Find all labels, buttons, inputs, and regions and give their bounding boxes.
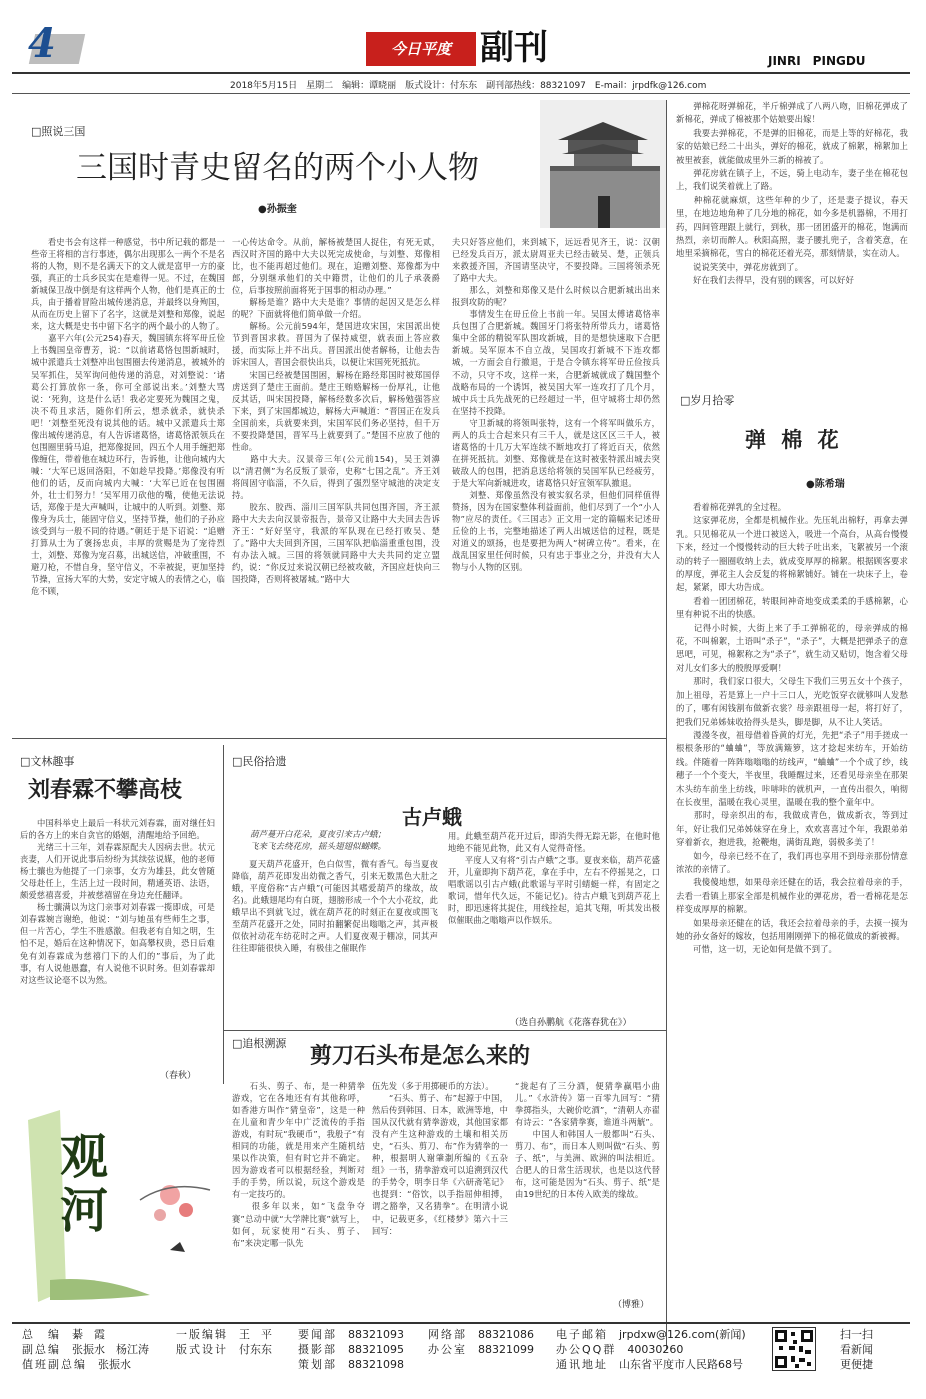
article-body: 石头、剪子、布，是一种猜拳游戏，它在各地还有有其他称呼，如香港方叫作“猜皇帝”，这是一种在儿童和青少年中广泛流传的手指游戏，有时玩“我硬币”，我般子“有相同的功能，就是用来产生随机结果以作决策，但有时它并不确定。因为游戏者可以根据经验，判断对手的手势，所以说，玩这个游戏是有一定技巧的。 很多年以来，如“飞盘争夺赛”总动中就“大学牌比赛”就写上，如何，玩家使用“石头、剪子、布”来决定哪一队先 <box>232 1081 365 1248</box>
page-number: 4 <box>14 20 84 72</box>
footer-editors: 一版编辑 王 平 版式设计 付东东 <box>176 1328 272 1356</box>
calligraphy: 观河 <box>60 1129 109 1239</box>
article-body: 弹棉花呀弹棉花，半斤棉弹成了八两八吻，旧棉花弹成了新棉花，弹成了棉被那个姑娘要出嫁！ 我要去弹棉花，不是弹的旧棉花，而是上等的好棉花，我家的姑娘已经二十出头，弹好的棉花，就成了棉絮，棉絮加上被里被套，就能做成里外三新的棉被了。 弹花房就在镇子上，不远，骑上电动车，妻子坐在棉花包上，我们说笑着就上了路。 种棉花就麻烦，这些年种的少了，还是妻子提议，春天里，在地边地角种了几分地的棉花，如今多是机器棉，不用打药，四间管理跟上就行，到秋，那一团团盛开的棉花，饱满而热烈，亲切而醉人。秋阳高照，妻子腰扎兜子，含着笑意，在地里采摘棉花，雪白的棉花还着光亮，那刻情景，实在动人。 说说笑笑中，弹花房就到了。 好在我们去得早，没有别的顾客，可以好好 <box>676 101 908 286</box>
article-body: 中国科举史上最后一科状元刘春霖，面对继任妇后的各方上的来自贪官的婚姻，清醒地给予回绝。 光绪三十三年，刘春霖原配夫人因病去世。状元丧妻，人们开说此事后纷纷为其续弦说媒，他的老师杨士骧也为他提了一门亲事，女方为雄县，此女曾随父母赴任上，生活上过一段时间，精通英语、法语，颇爱慈禧喜爱，并被慈禧留在身边充任翻译。 杨士骧满以为这门亲事对刘春霖一揽即成，可是刘春霖婉言谢绝，他说：“刘与她虽有些师生之事，但一片苦心，学生不胜感激。但我老有自知之明，生怕不足，婚后在这种情况下，如高攀权贵，恐日后难免有刘春霖成为慈禧门下的人们的”事后，为了此事，有人说他愚蠢，有人说他不识时务。但刘春霖却对这些议论毫不以为然。 <box>20 818 215 985</box>
article-body: 夏天葫芦花盛开，色白似雪，微有香气。每当夏夜降临，葫芦花即发出幼微之香气，引来无数黑色大肚之蛾，平度俗称“古卢蛾”(可能因其嗜爱葫芦的缘故，故名)。此蛾翅尾均有白斑，翅膀形成一个个大小花纹，此蛾早出不到就飞过，就在葫芦花的时刻正在夏夜或围飞至葫芦花盛开之处，同时拍翻繁促出嗡嗡之声，其声极似依衬动花车纺花时之声。人们夏夜观于棚凉，同其声往往即能很快入睡，有极佳之催眠作 <box>232 859 438 954</box>
article-source: （博雅） <box>613 1300 650 1310</box>
column-label: □文林趣事 <box>20 755 75 768</box>
article-source: （选自孙鹏航《花落春犹在》） <box>510 1018 632 1028</box>
article-body: “拢起有了三分酒，便猜拳赢唱小曲儿。”《水浒传》第一百零九回写：“猜拳掷指头，大碗价吃酒”，“清朝人亦翟有诗云：“各家猜拳赛，谁道斗两觥”。 中国人和韩国人一般都叫“石头、剪刀、布”，而日本人则叫做“石头、剪子、纸”，与美洲、欧洲的叫法相近。合肥人的日常生活现状，也是以这代替布，这可能是因为“石头、剪子、纸”是由19世纪的日本传入欧美的缘故。 <box>515 1081 660 1200</box>
article-title: 剪刀石头布是怎么来的 <box>310 1043 531 1069</box>
article-title: 三国时青史留名的两个小人物 <box>76 150 479 186</box>
article-title: 刘春霖不攀高枝 <box>28 777 183 803</box>
poem: 葫芦蔓开白花朵，夏夜引来古卢蛾； 飞来飞去绕花房，摇头翅翅似蝴蝶。 <box>250 830 387 852</box>
article-title: 古卢蛾 <box>402 805 462 829</box>
decoration-painting <box>20 1090 220 1315</box>
info-line: 2018年5月15日 星期二 编辑：谭晓丽 版式设计：付东东 副刊部热线：88321097 E-mail：jrpdfk@126.com <box>230 81 707 91</box>
footer-phones: 要闻部 88321093 摄影部 88321095 策划部 88321098 <box>298 1328 404 1371</box>
article-body: 用。此蛾至葫芦花开过后，即消失得无踪无影，在他时他地绝不能见此物，此又有人觉得奇怪。 平度人又有将“引古卢蛾”之事。夏夜来临，葫芦花盛开，儿童即拘下葫芦花，拿在手中，左右不停摇晃之，口唱歌谣以引古卢蛾(此歌谣与平时引蜻蜓一样，有固定之歌词，惜年代久远，不能记忆)。待古卢蛾飞到葫芦花上时，即迅速将其捉住，用线拴起，追其飞翔，听其发出极似催眠曲之嗡嗡声以作娱乐。 <box>448 831 660 926</box>
article-body: 夫只好答应他们，来到城下，远远看见齐王，说：汉朝已经发兵百万，派太尉周亚夫已经击破吴、楚，正领兵来救援齐国，齐国请坚决守，不要投降。三国将领杀死了路中大夫。 那么，刘整和郑像又是什么时候以合肥新城出出来报到攻防的呢？ 事情发生在毌丘俭上书前一年。吴国太傅诸葛恪率兵包围了合肥新城。魏国牙门将张特所带兵力，诸葛恪集中全部的精锐军队围攻新城，目的是想快速取下合肥新城。吴军原本不自立战，吴国攻打新城不下连攻都城，一方面会自行撤退，于是合令镇东将军毌丘俭按兵不动，只守不攻，这样一来，合肥新城就成了魏国整个战略布局的一个诱饵，被吴国大军一连攻打了几个月，城中兵士兵先战死的已经超过一半，但守城将士却仍然在坚持不投降。 守卫新城的将领叫张特，这有一个将军叫做乐方，两人的兵士合起来只有三千人，就是这区区三千人，被诸葛恪的十几万大军连续不断地攻打了将近百天，依然在拼死抵抗。刘整、郑像就是在这时被张特派出城去突破敌人的包围，把消息送给将领的吴国军队已经疲劳，于是大军向新城进攻，诸葛恪只好宣领军队撤退。 刘整、郑像虽然没有被实叙名录，但他们同样值得赞扬，因为在国家整体利益面前，他们尽到了一个“小人物”应尽的责任。《三国志》正文用一定的篇幅来记述毌丘俭的上书，完整地描述了两人出城送信的过程，既是对道义的颂扬，也是要把为两人“树碑立传”。看来，在战乱国家里任何时候，只有忠于事业之分，并没有大人物与小人物的区别。 <box>452 237 660 573</box>
footer-phones-2: 网络部 88321086 办公室 88321099 <box>428 1328 534 1356</box>
article-source: （春秋） <box>160 1071 197 1081</box>
article-body: 伍先发（多于用掷硬币的方法）。 “石头、剪子、布”起源于中国，然后传到韩国、日本，欧洲等地，中国从汉代就有猜拳游戏，其他国家都没有产生这种游戏的土壤和相关历史，“石头、剪刀、布”作为猜拳的一种，根据明人谢肇淛所编的《五杂组》一书，猜拳游戏可以追溯到汉代的手势令，明李日华《六研斋笔记》也提到：“俗饮，以手指屈伸相搏，谓之豁拳，又名猜拳”。在明清小说中，记载更多，《红楼梦》第六十三回写： <box>372 1081 508 1236</box>
byline: ●陈希瑞 <box>806 479 845 490</box>
photo-tower <box>540 100 667 228</box>
article-body: 看史书会有这样一种感觉，书中所记载的都是一些帝王将相的言行事迹，偶尔出现那么一两个不是名将的人物，则不是名满天下的文人就是富甲一方的豪强，真正的士兵乡民实在是难得一见。不过，在魏国新城保卫战中倒是有这样两个人物，他们是真正的士兵，由于播着冒险出城传递消息，并最终以身殉国，从而在历史上留下了名字，这就是刘整和郑像，说起来，这大概是史书中留下名字的两个最小的人物了。 嘉平六年(公元254)春天，魏国镇东将军毌丘俭上书魏国皇帝曹芳，说：“以前诸葛恪包围新城时，城中派遣兵士刘整冲出包围圈去传递消息，被城外的吴军抓住，吴军询问他传递的消息，对刘整说：‘诸葛公打算放你一条，你可全部说出来。’刘整大骂说：‘死狗，这是什么话！我必定要死为魏国之鬼，决不苟且求活，随你们所云，想杀就杀，就快杀吧！’刘整至死没有说其他的话。城中又派遣兵士郑像出城传递消息，有人告诉诸葛恪，诸葛恪派领兵在包围圈里骑马追，把郑像捉回，四五个人用手缠把郑像缠住，带着他在城边环行，告诉他，让他向城内大喊：‘大军已返回洛阳，不如趁早投降。’郑像没有听他们的话，反而向城内大喊：‘大军已近在包围圈外，壮士们努力！’吴军用刀砍他的嘴，使他无法说话，郑像于是大声喊叫，让城中的人听到。刘整、郑像身为兵士，能固守信义，坚持节操，他们的子孙应该受到与一般不同的待遇。”朝廷于是下诏说：“追赠打算从士为了褒扬忠贞，丰厚的赏赐是为了宠待烈士，刘整、郑像为宠召募，出城送信，冲破重围，不避刀枪，不惜自身，坚守信义，不幸被捉，更加坚持节操，宣扬大军的大势，安定守城人的表情之心，临危不顾， <box>31 237 225 597</box>
article-title: 弹 棉 花 <box>745 427 843 452</box>
newspaper-logo: 今日平度 <box>366 32 476 66</box>
byline: ●孙振奎 <box>258 204 297 215</box>
qr-code[interactable] <box>772 1327 816 1371</box>
column-label: □岁月拾零 <box>680 394 735 407</box>
qr-caption: 扫一扫 看新闻 更便捷 <box>840 1328 873 1371</box>
article-body: 看着棉花弹乳的全过程。 这家弹花房，全都是机械作业。先压轧出棉籽，再拿去弹乳。只见棉花从一个进口被送入，吸进一个高台，从高台慢慢下来，经过一个慢慢转动的巨大转子吐出来，飞絮被另一个滚动的转子一圈圈收纳上去，就成变厚厚的棉絮。根据顾客要求的厚度，弹花主人会反复的将棉絮铺好。铺在一块床子上，卷起，紧紧，即大功告成。 看着一团团棉花，转眼间神奇地变成柔柔的手感棉絮，心里有种说不出的快感。 记得小时候，大街上来了手工弹棉花的，母亲弹成的棉花，不叫棉絮，土语叫“杀子”，“杀子”，大概是把弹杀子的意思吧，可见，棉絮称之为“杀子”，就生动又贴切，饱含着父母对儿女们多大的殷殷厚爱啊！ 那时，我们家口很大，父母生下我们三男五女十个孩子，加上祖母，若是算上一户十三口人，光吃饭穿衣就够叫人发愁的了，哪有闲钱割布做新衣裳？母亲跟祖母一起，将打好了，把我们兄弟姊妹收拾得头是头，脚是脚，从不让人笑话。 漫漫冬夜，祖母借着昏黄的灯光，先把“杀子”用手搓成一根根条形的“蛐蛐”，等放满簸箩，这才捻起来纺车，开始纺线。伴随着一阵阵嗡嗡嗡的纺线声，“蛐蛐”一个个成了纱，线穗子一个个变大，半夜里，我睡醒过来，还看见母亲坐在那架木头纺车前坐上纺线，咔哧咔的就机声，一直传出很久，响彻在长夜里，温暖在我心灵里，温暖在我的整个童年中。 那时，母亲织出的布，我做成青色，做成新衣，等到过年，好让我们兄弟姊妹穿在身上，欢欢喜喜过个年，我跟弟弟穿着新衣，抱进我，抢鞭炮，满街乱跑，弱极多美了！ 如今，母亲已经不在了，我们再也享用不到母亲那份情意浓浓的亲情了。 我傻傻地想，如果母亲还健在的话，我会拉着母亲的手，去看一看镇上那家全部是机械作业的弹花房，看一看棉花是怎样变成厚厚的棉絮。 如果母亲还健在的话，我还会拉着母亲的手，去摸一摸为她的孙女备好的嫁妆，包括用刚刚弹下的棉花做成的新被褥。 可惜，这一切，无论如何是做不到了。 <box>676 502 908 955</box>
pinyin-title: JINRI PINGDU <box>768 54 866 68</box>
section-title: 副刊 <box>480 28 548 68</box>
article-body: 一心传达命令。从前，解杨被楚国人捉住，有死无贰，西汉时齐国的路中大夫以死完成使命，与刘整、郑像相比，也不能再超过他们。现在，追赠刘整、郑像都为中郎，分别继承他们的关中籍贯，让他们的儿子承袭爵位，后事按照前面将死于国事的相动办理。” 解杨是谁？路中大夫是谁？事情的起因又是怎么样的呢？下面就将他们简单做一介绍。 解杨。公元前594年，楚国进攻宋国，宋国派出使节到晋国求救。晋国为了保持威望，就表面上答应救援，而实际上并不出兵。晋国派出使者解杨，让他去告诉宋国人，晋国会很快出兵，以便让宋国死死抵抗。 宋国已经被楚国围困，解杨在路经郑国时被郑国俘虏送到了楚庄王面前。楚庄王贿赂解杨一份厚礼，让他反其话，叫宋国投降，解杨经数多次后，解杨勉强答应下来，到了宋国都城边，解杨大声喊道：“晋国正在发兵全国前来，兵就要来到，宋国军民们务必坚持，但千万不要投降楚国，晋军马上就要到了。”楚国不应放了他的性命。 路中大夫。汉景帝三年(公元前154)，吴王刘濞以“清君侧”为名反叛了景帝，史称“七国之乱”。齐王刘将闾固守临淄，不久后，得到了强烈坚守城池的决定支持。 胶东、胶西、淄川三国军队共同包围齐国，齐王派路中大夫去向汉景帝报告，景帝又让路中大夫回去告诉齐王：“好好坚守，我派的军队现在已经打败吴、楚了。”路中大夫回到齐国，三国军队把临淄重重包围，没有办法入城。三国的将领就同路中大夫共同约定立盟约，说：“你反过来说汉朝已经被攻破，齐国应赶快向三国投降，否则将被屠城。”路中大 <box>232 237 440 585</box>
column-label: □民俗拾遗 <box>232 755 287 768</box>
column-label: □照说三国 <box>31 125 86 138</box>
footer-contact: 电子邮箱 jrpdxw@126.com(新闻) 办公QQ群 40030260 通讯地址 山东省平度市人民路68号 <box>556 1328 746 1371</box>
column-label: □追根溯源 <box>232 1037 287 1050</box>
footer-staff: 总 编 綦 霞 副总编 张振水 杨江涛 值班副总编 张振水 <box>22 1328 149 1371</box>
